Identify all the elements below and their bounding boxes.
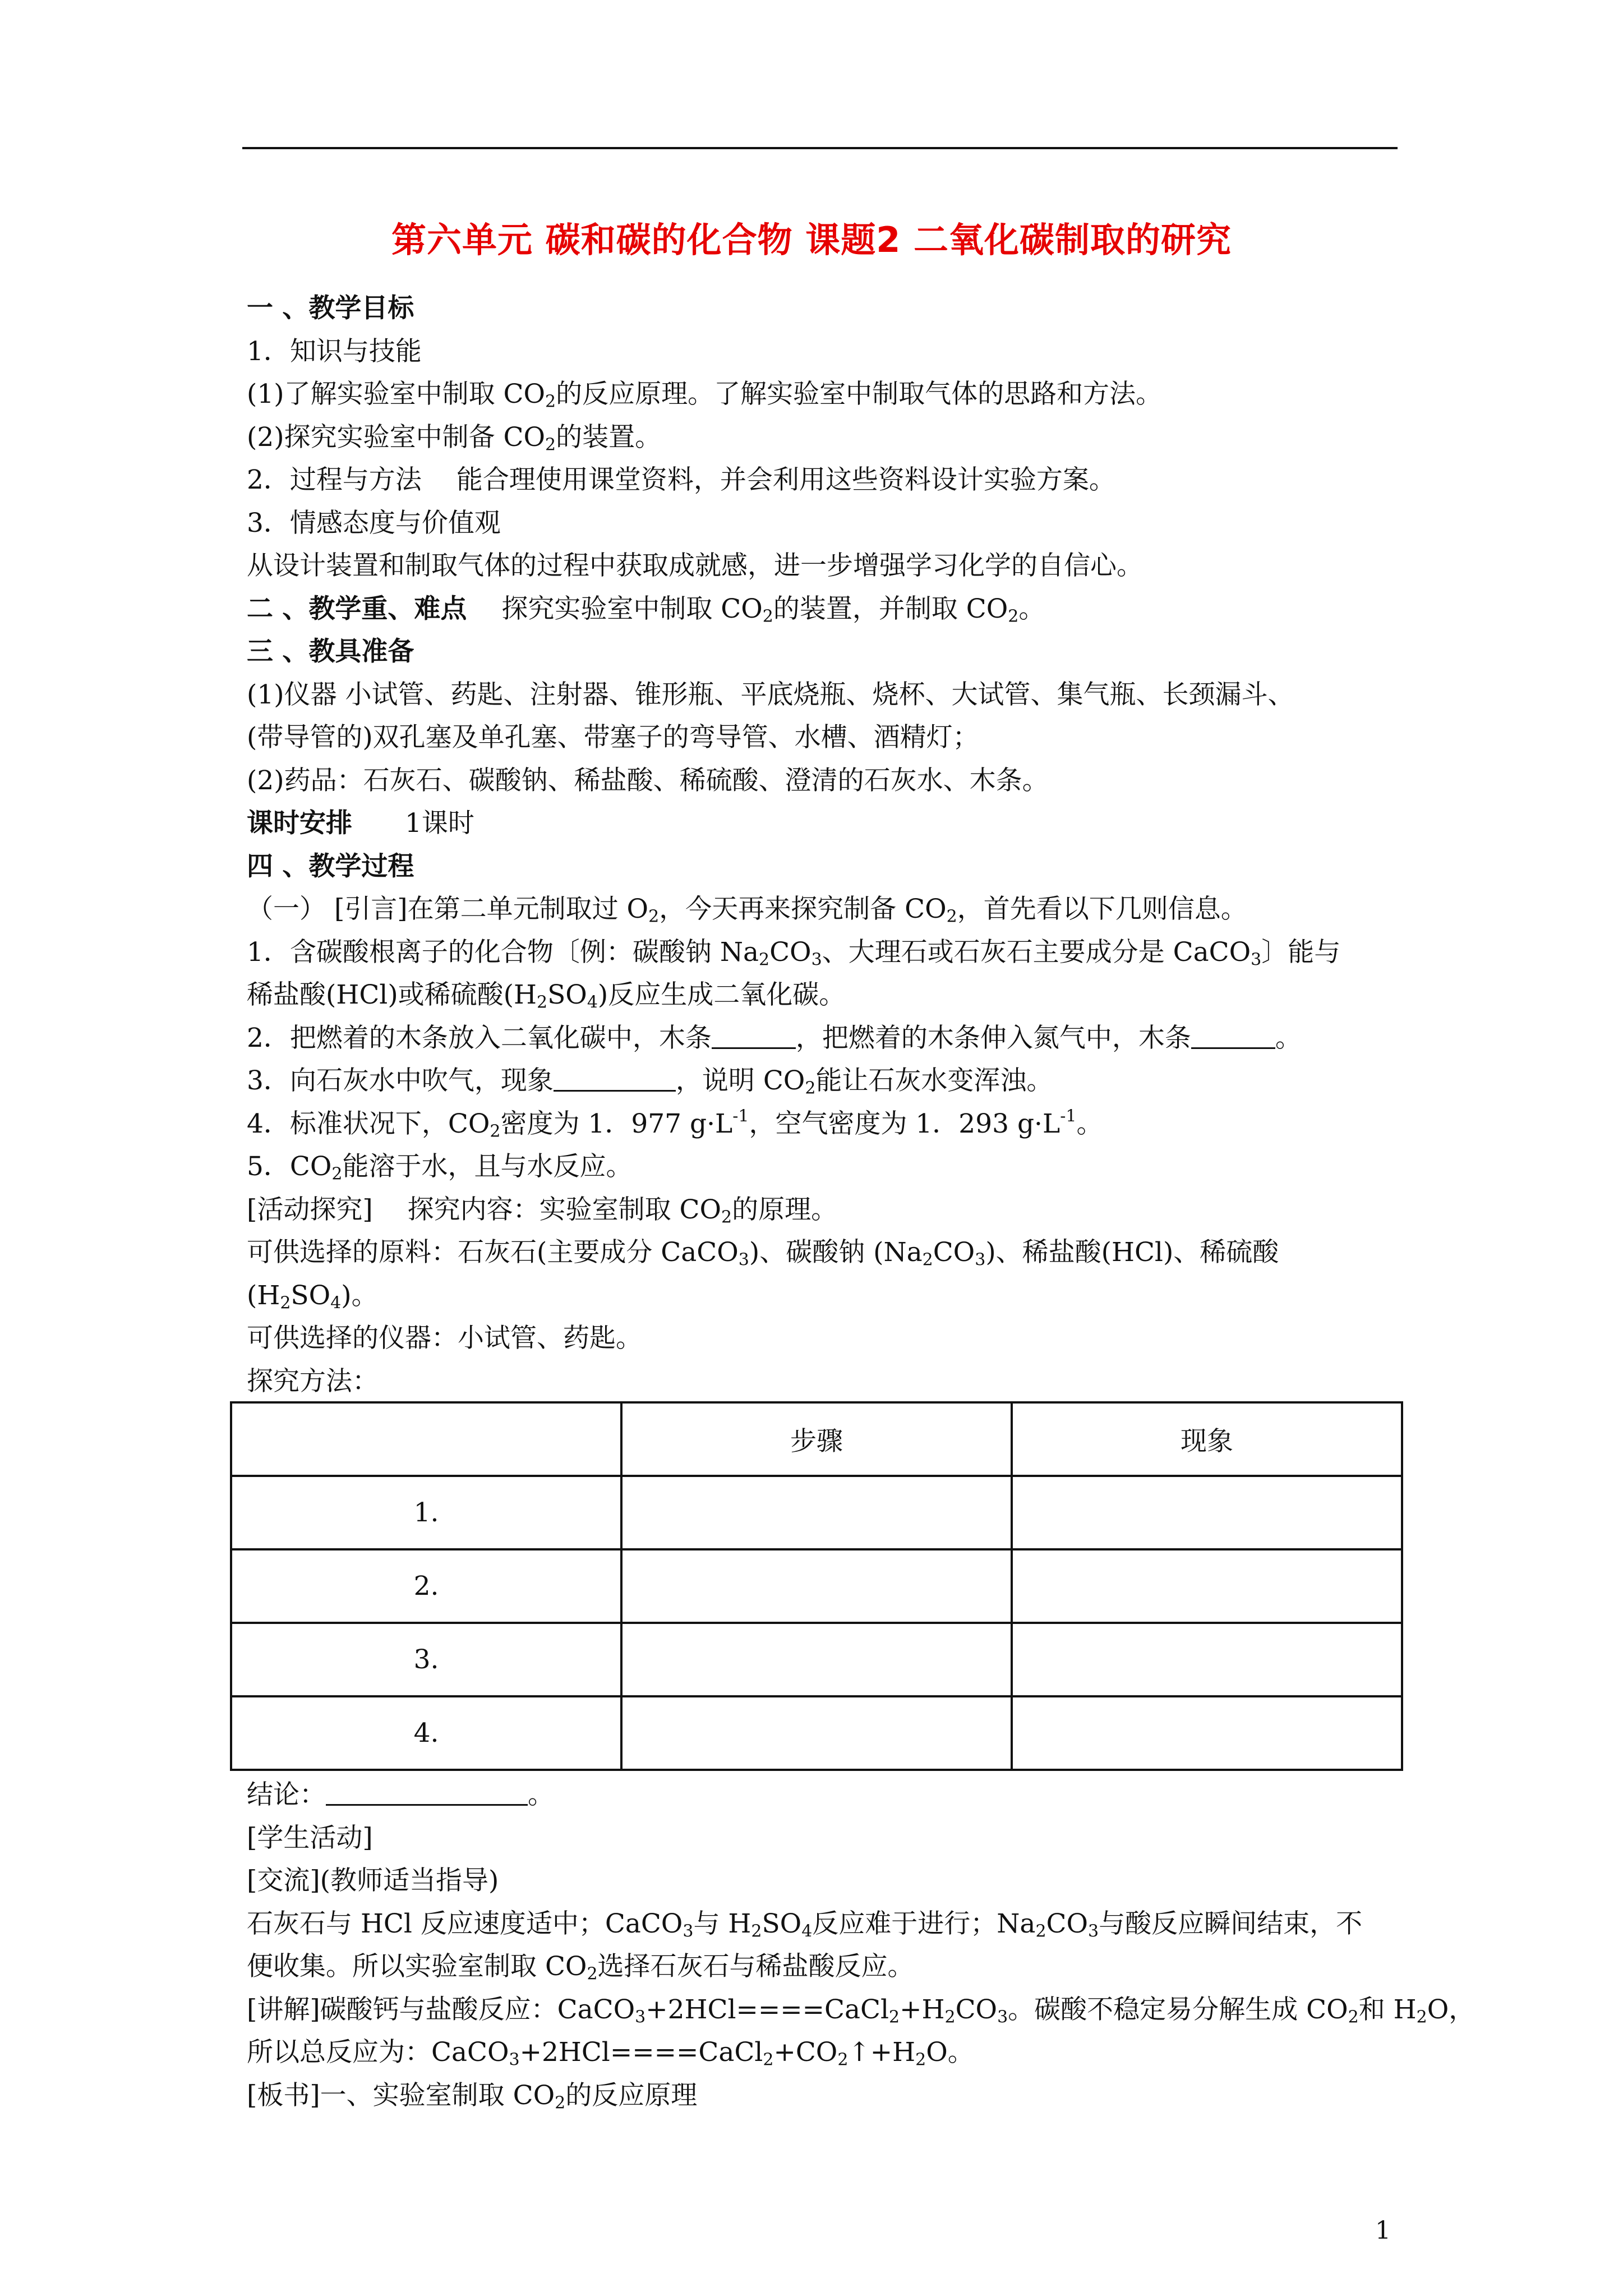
paragraph: (1)仪器 小试管、药匙、注射器、锥形瓶、平底烧瓶、烧杯、大试管、集气瓶、长颈漏斗、 (247, 679, 1294, 710)
page-number: 1 (1375, 2216, 1391, 2245)
paragraph: (带导管的)双孔塞及单孔塞、带塞子的弯导管、水槽、酒精灯； (247, 722, 979, 753)
paragraph: 4．标准状况下，$CO_2$密度为 1．977 $g\cdot L^{-1}$，空气密度为 1．293 $g\cdot L^{-1}$。 (247, 1106, 1103, 1141)
header-rule (242, 147, 1398, 149)
paragraph: 结论： 。 (247, 1779, 554, 1810)
table-cell[interactable] (621, 1549, 1012, 1623)
paragraph: 二 、教学重、难点 探究实验室中制取 $CO_2$的装置，并制取 $CO_2$。 (247, 593, 1045, 626)
table-cell: 2. (231, 1549, 621, 1623)
answer-blank[interactable] (1191, 1022, 1275, 1049)
table-header-row (231, 1402, 1402, 1476)
table-header-cell (231, 1402, 621, 1476)
table-row (231, 1549, 1402, 1623)
paragraph: 可供选择的仪器：小试管、药匙。 (247, 1323, 642, 1354)
experiment-table (230, 1401, 1403, 1771)
paragraph: 石灰石与 HCl 反应速度适中；CaCO$_3$与 $H_2SO_4$反应难于进行；$Na_2CO_3$与酸反应瞬间结束，不 (247, 1908, 1363, 1941)
paragraph: 1．含碳酸根离子的化合物〔例：碳酸钠 $Na_2CO_3$、大理石或石灰石主要成分是 CaCO$_3$〕能与 (247, 936, 1341, 969)
paragraph: 2．把燃着的木条放入二氧化碳中，木条 ，把燃着的木条伸入氮气中，木条 。 (247, 1022, 1302, 1053)
paragraph: 3．向石灰水中吹气，现象 ，说明 $CO_2$能让石灰水变浑浊。 (247, 1065, 1053, 1098)
answer-blank[interactable] (326, 1778, 528, 1806)
paragraph: 便收集。所以实验室制取 $CO_2$选择石灰石与稀盐酸反应。 (247, 1951, 914, 1984)
table-cell: 1. (231, 1476, 621, 1549)
answer-blank[interactable] (554, 1064, 676, 1092)
table-cell: 4. (231, 1696, 621, 1770)
answer-blank[interactable] (712, 1022, 796, 1049)
paragraph: 5．$CO_2$能溶于水，且与水反应。 (247, 1151, 633, 1184)
section-heading: 二 、教学重、难点 (247, 593, 467, 624)
paragraph: [板书]一、实验室制取 $CO_2$的反应原理 (247, 2079, 698, 2113)
paragraph: [讲解]碳酸钙与盐酸反应：$CaCO_3+2HCl====CaCl_2+H_2CO_3$。碳酸不稳定易分解生成 $CO_2$和 $H_2O$， (247, 1994, 1476, 2027)
table-cell[interactable] (621, 1696, 1012, 1770)
after-table-content (247, 1774, 1476, 2117)
paragraph: $(H_2SO_4)$。 (247, 1280, 378, 1313)
schedule-label: 课时安排 (247, 808, 352, 839)
table-cell[interactable] (1012, 1696, 1402, 1770)
table-row (231, 1623, 1402, 1696)
table-cell[interactable] (1012, 1476, 1402, 1549)
paragraph: 可供选择的原料：石灰石(主要成分 CaCO$_3$)、碳酸钠 $(Na_2CO_3)$、稀盐酸(HCl)、稀硫酸 (247, 1237, 1279, 1270)
paragraph: [学生活动] (247, 1822, 373, 1853)
table-header-cell: 现象 (1012, 1402, 1402, 1476)
table-row (231, 1476, 1402, 1549)
table-cell: 3. (231, 1623, 621, 1696)
table-header-cell: 步骤 (621, 1402, 1012, 1476)
section-heading: 一 、教学目标 (247, 293, 414, 324)
paragraph: (2)探究实验室中制备 $CO_2$的装置。 (247, 421, 662, 454)
paragraph: (2)药品：石灰石、碳酸钠、稀盐酸、稀硫酸、澄清的石灰水、木条。 (247, 765, 1049, 796)
paragraph: （一） [引言]在第二单元制取过 $O_2$，今天再来探究制备 $CO_2$，首先看以下几则信息。 (247, 894, 1247, 927)
section-heading: 三 、教具准备 (247, 636, 414, 667)
paragraph: 1．知识与技能 (247, 335, 422, 367)
paragraph: 从设计装置和制取气体的过程中获取成就感，进一步增强学习化学的自信心。 (247, 550, 1143, 581)
paragraph: 2．过程与方法 能合理使用课堂资料，并会利用这些资料设计实验方案。 (247, 464, 1115, 495)
paragraph: 所以总反应为：$CaCO_3+2HCl====CaCl_2+CO_2↑+H_2O$。 (247, 2037, 974, 2070)
paragraph: 课时安排 1课时 (247, 808, 474, 839)
paragraph: 3．情感态度与价值观 (247, 507, 501, 539)
page-title: 第六单元 碳和碳的化合物 课题2 二氧化碳制取的研究 (391, 219, 1232, 260)
main-content (247, 287, 1402, 1403)
paragraph: 探究方法： (247, 1365, 379, 1397)
table-cell[interactable] (1012, 1549, 1402, 1623)
table-cell[interactable] (1012, 1623, 1402, 1696)
table-cell[interactable] (621, 1476, 1012, 1549)
paragraph: [交流](教师适当指导) (247, 1865, 499, 1896)
paragraph: 稀盐酸(HCl)或稀硫酸$(H_2SO_4)$反应生成二氧化碳。 (247, 979, 846, 1013)
table-cell[interactable] (621, 1623, 1012, 1696)
table-row (231, 1696, 1402, 1770)
paragraph: (1)了解实验室中制取 $CO_2$的反应原理。了解实验室中制取气体的思路和方法。 (247, 379, 1163, 412)
section-heading: 四 、教学过程 (247, 850, 414, 882)
paragraph: [活动探究] 探究内容：实验室制取 $CO_2$的原理。 (247, 1194, 838, 1227)
